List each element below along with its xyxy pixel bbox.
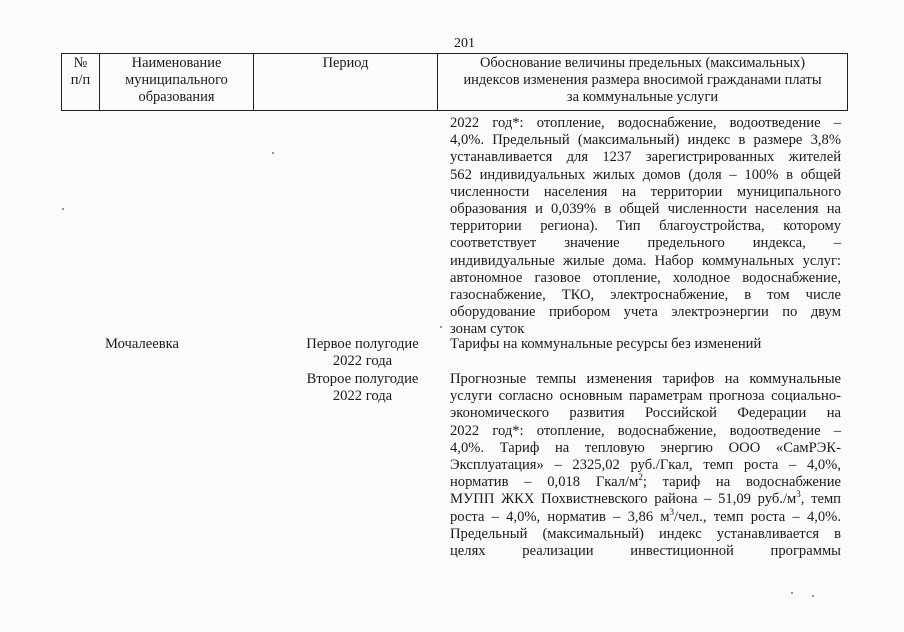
header-municipality-column: Наименование муниципального образования: [100, 54, 254, 111]
scan-speck: [272, 152, 274, 154]
scan-speck: [812, 595, 814, 597]
scan-speck: [791, 592, 793, 594]
basis-first-half: Тарифы на коммунальные ресурсы без изменений: [450, 336, 762, 352]
scan-speck: [440, 326, 442, 328]
scan-speck: [62, 208, 64, 210]
basis-second-half: Прогнозные темпы изменения тарифов на коммунальные услуги согласно основным параметрам прогноза социально- экономического развития Российской Федерации на 2022 год*: отопление, водоснабжение, водоотведение – 4,0%. Тариф на тепловую энергию ООО «СамРЭК- Эксплуатация» – 2325,02 руб./Гкал, темп роста – 4,0%, норматив – 0,018 Гкал/$м^2$; тариф на водоснабжение МУПП ЖКХ Похвистневского района – 51,09 $руб./м^3$, темп роста – 4,0%, норматив – 3,86 $м^3$/чел., темп роста – 4,0%. Предельный (максимальный) индекс устанавливается в целях реализации инвестиционной программы: [450, 371, 841, 560]
page-number: 201: [454, 36, 475, 51]
header-number-column: № п/п: [62, 54, 100, 111]
period-second-half: Второе полугодие 2022 года: [306, 371, 419, 405]
basis-continuation-text: 2022 год*: отопление, водоснабжение, водоотведение – 4,0%. Предельный (максимальный) индекс в размере 3,8% устанавливается для 1237 зарегистрированных жителей 562 индивидуальных жилых домов (доля – 100% в общей численности населения на территории муниципального образования и 0,039% в общей численности населения на территории региона). Тип благоустройства, которому соответствует значение предельного индекса, – индивидуальные жилые дома. Набор коммунальных услуг: автономное газовое отопление, холодное водоснабжение, газоснабжение, ТКО, электроснабжение, в том числе оборудование прибором учета электроэнергии по двум зонам суток: [450, 115, 841, 338]
period-first-half: Первое полугодие 2022 года: [306, 336, 419, 370]
header-basis-column: Обоснование величины предельных (максимальных) индексов изменения размера вносимой гражданами платы за коммунальные услуги: [438, 54, 848, 111]
table-header: [61, 53, 848, 111]
header-period-column: Период: [254, 54, 438, 111]
municipality-name: Мочалеевка: [105, 336, 179, 352]
